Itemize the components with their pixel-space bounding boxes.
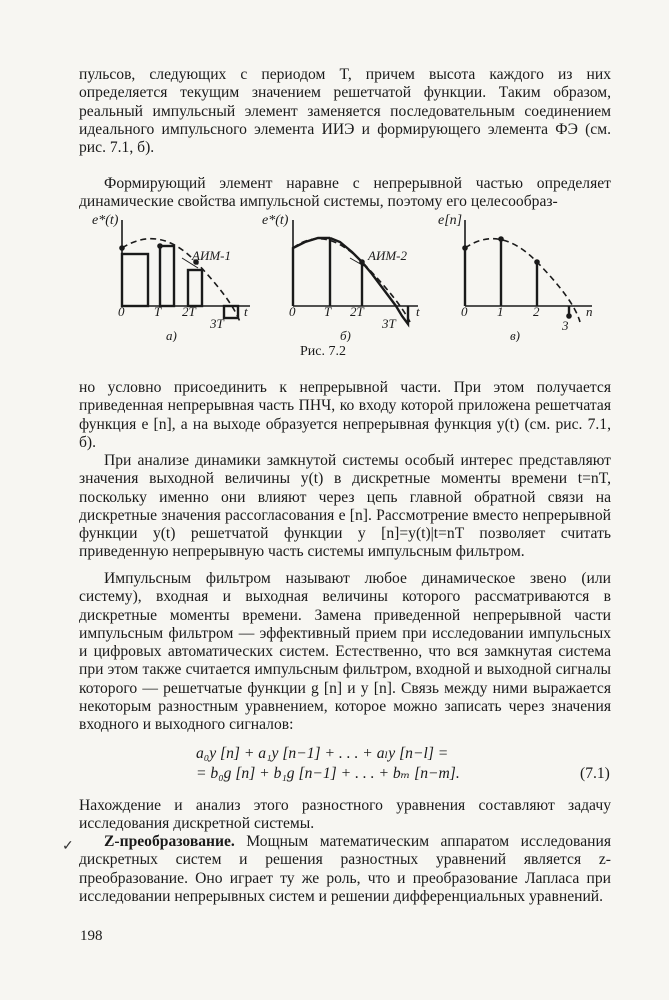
panel-a-tick-0: 0 <box>118 304 125 319</box>
panel-b-ylabel: e*(t) <box>262 213 289 228</box>
panel-c-tick-0: 0 <box>461 304 468 319</box>
paragraph-z-transform <box>79 833 611 906</box>
panel-b-tick-T: T <box>324 304 332 319</box>
panel-c-tick-n: n <box>586 304 593 319</box>
paragraph-connect-continuous: но условно присоединить к непрерывной части. При этом получается приведенная непрерывная часть ПНЧ, ко входу которой приложена решетчатая функция e [n], а на выходе образуется непрерывная функция y(t) (см. рис. 7.1, б). <box>79 379 611 451</box>
panel-b-tick-0: 0 <box>289 304 296 319</box>
panel-a-tick-T: T <box>154 304 162 319</box>
panel-c-ylabel: e[n] <box>438 213 463 228</box>
panel-a-ylabel: e*(t) <box>92 213 119 228</box>
panel-a-tick-3T: 3T <box>210 316 224 331</box>
panel-b-tick-3T: 3T <box>382 316 396 331</box>
paragraph-impulse-filter: Импульсным фильтром называют любое динамическое звено (или систему), входная и выходная величины которого рассматриваются в дискретные моменты времени. Замена приведенной непрерывной части импульсным фильтром — эффективный прием при исследовании импульсных и цифровых автоматических систем. Естественно, что вся замкнутая система при этом также считается импульсным фильтром, входной и выходной сигналы которого — решетчатые функции g [n] и y [n]. Связь между ними выражается некоторым разностным уравнением, которое можно записать через значения входного и выходного сигналов: <box>79 570 611 734</box>
panel-b-curve-label: АИМ-2 <box>368 248 407 263</box>
panel-b-tick-2T: 2T <box>350 304 364 319</box>
figure-caption: Рис. 7.2 <box>300 344 346 359</box>
figure-7-2 <box>0 212 669 342</box>
panel-c-sublabel: в) <box>510 328 520 342</box>
panel-a-sublabel: а) <box>166 328 177 342</box>
paragraph-pulses: пульсов, следующих с периодом T, причем высота каждого из них определяется текущим значением решетчатой функции. Таким образом, реальный импульсный элемент заменяется последовательным соединением идеального импульсного элемента ИИЭ и формирующего элемента ФЭ (см. рис. 7.1, б). <box>79 66 611 157</box>
panel-a-tick-2T: 2T <box>182 304 196 319</box>
panel-c-tick-3: 3 <box>562 318 569 333</box>
paragraph-dynamics-analysis: При анализе динамики замкнутой системы особый интерес представляют значения выходной величины y(t) в дискретные моменты времени t=nT, поскольку именно они влияют через цепь главной обратной связи на дискретные значения рассогласования e [n]. Рассмотрение вместо непрерывной функции y(t) решетчатой функции y [n]=y(t)|t=nT позволяет считать приведенную непрерывную часть системы импульсным фильтром. <box>79 452 611 561</box>
panel-c-tick-1: 1 <box>497 304 504 319</box>
panel-a-curve-label: АИМ-1 <box>192 248 231 263</box>
z-transform-heading: Z-преобразование. <box>104 833 235 850</box>
margin-mark: ✓ <box>62 839 74 854</box>
panel-c-tick-2: 2 <box>533 304 540 319</box>
page-number: 198 <box>80 928 103 944</box>
equation-line-1: a₀y [n] + a₁y [n−1] + . . . + aₗy [n−l] = <box>196 745 449 762</box>
z-transform-body: Мощным математическим аппаратом исследования дискретных систем и решения разностных уравнений является z-преобразование. Оно играет ту же роль, что и преобразование Лапласа при исследовании непрерывных систем и решении дифференциальных уравнений. <box>79 833 611 905</box>
paragraph-forming-element: Формирующий элемент наравне с непрерывной частью определяет динамические свойства импульсной системы, поэтому его целесообраз- <box>79 175 611 211</box>
panel-b-sublabel: б) <box>340 328 351 342</box>
panel-b-tick-t: t <box>416 304 420 319</box>
paragraph-finding-analysis: Нахождение и анализ этого разностного уравнения составляют задачу исследования дискретной системы. <box>79 797 611 833</box>
equation-line-2: = b₀g [n] + b₁g [n−1] + . . . + bₘ [n−m]. <box>196 765 460 782</box>
equation-number: (7.1) <box>580 765 610 782</box>
panel-a-tick-t: t <box>244 304 248 319</box>
figure-panel-c <box>463 220 592 322</box>
